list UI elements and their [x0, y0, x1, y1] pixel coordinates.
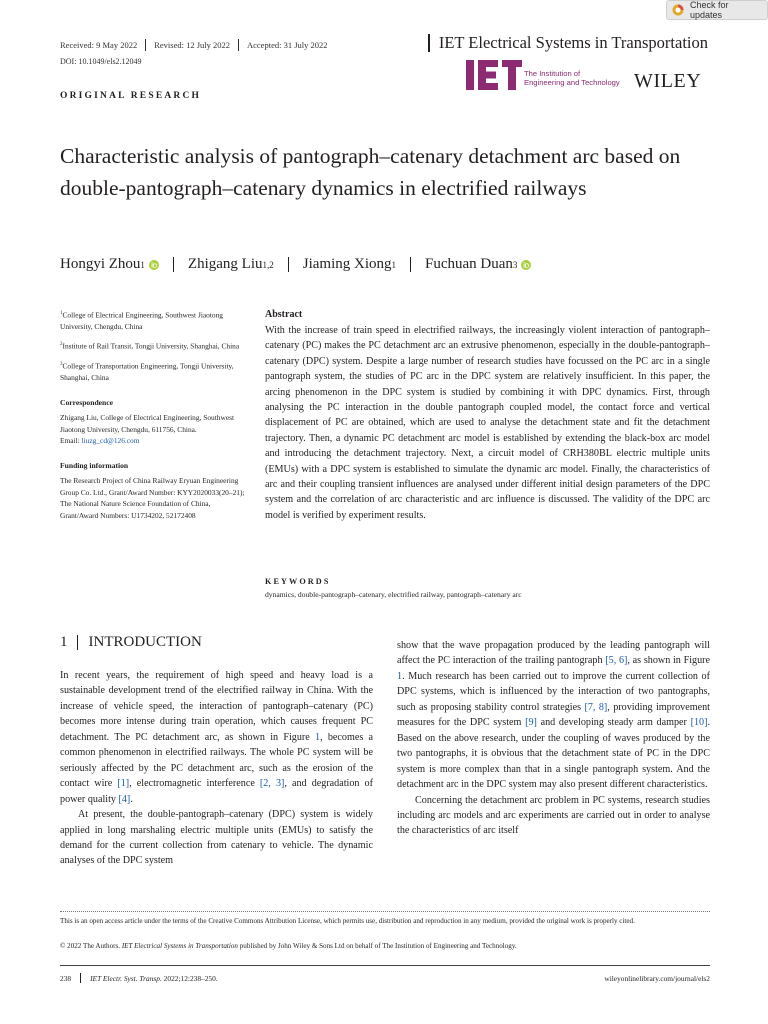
citation-link[interactable]: [9] — [525, 717, 537, 729]
footer-rule — [60, 965, 710, 966]
author-separator — [173, 257, 174, 272]
citation-link[interactable]: [1] — [117, 778, 130, 790]
footer-citation: IET Electr. Syst. Transp. 2022;12:238–250. — [90, 973, 218, 983]
check-for-updates-label: Check for updates — [690, 0, 729, 20]
funding-heading: Funding information — [60, 460, 129, 470]
abstract-text: With the increase of train speed in electrified railways, the increasingly violent interaction of pantograph–catenary (PC) makes the PC detachment arc an extrusive phenomenon, especially in the double-pantograph–catenary (DPC) system. Despite a large number of research studies have focussed on the PC arc in a single pantograph system, the studies of PC arc in the DPC system are relatively insufficient. In this paper, the arcing phenomenon in the DPC system is studied by combining it with DPC dynamics. First, through analysing the PC interaction in the double pantograph coupled model, the contact force and vertical displacement of PC are obtained, which are used to analyse the detachment state and fit the detachment trajectory. Then, a dynamic PC detachment arc model is established by extending the black-box arc model and introducing the detachment trajectory. Next, a circuit model of CRH380BL electric multiple units (EMUs) with a DPC system is established to simulate the dynamic arc model. Finally, the characteristics of arc and their coupling transient influences are analysed under different initial design parameters of the DPC system and the correlation of arc characteristic and arc influence is discussed. The validity of the DPC arc model is verified by experiment results. — [265, 325, 710, 521]
citation-link[interactable]: [2, 3] — [259, 778, 285, 790]
affiliation: $^2$Institute of Rail Transit, Tongji University, Shanghai, China — [60, 341, 240, 351]
citation-link[interactable]: [7, 8] — [584, 701, 608, 713]
body-column-right — [397, 638, 710, 839]
author-separator — [288, 257, 289, 272]
affiliation: $^3$College of Transportation Engineering, Tongji University, Shanghai, China — [60, 361, 234, 383]
correspondence-heading: Correspondence — [60, 397, 114, 407]
check-for-updates-button[interactable] — [666, 0, 768, 20]
paragraph: Concerning the detachment arc problem in PC systems, research studies including arc models and arc experiments are carried out in order to analyse the characteristics of arc itself — [397, 794, 710, 837]
page-footer — [60, 973, 710, 983]
paragraph: In recent years, the requirement of high speed and heavy load is a sustainable development trend of the electrified railway in China. With the increase of vehicle speed, the interaction of pantograph–catenary (PC) becomes more intense during train operation, which causes frequent PC detachment. The PC detachment arc, as shown in Figure 1, becomes a common phenomenon in electrified railways. The whole PC system will be seriously affected by the PC detachment arc, such as the erosion of the contact wire [1], electromagnetic interference [2, 3], and degradation of power quality [4]. — [60, 670, 373, 805]
author-xiong[interactable]: Jiaming Xiong 1 — [302, 256, 396, 272]
wiley-logo: WILEY — [634, 70, 702, 92]
section-heading — [60, 634, 202, 651]
affiliation: $^1$College of Electrical Engineering, Southwest Jiaotong University, Chengdu, China — [60, 310, 224, 331]
email-link[interactable]: liuzg_cd@126.com — [81, 436, 140, 446]
keywords-heading: KEYWORDS — [265, 577, 331, 586]
section-bar — [77, 635, 78, 650]
crossmark-icon — [672, 4, 684, 16]
iet-logo — [466, 60, 522, 90]
citation-link[interactable]: [10] — [690, 717, 708, 729]
keywords-text: dynamics, double-pantograph–catenary, electrified railway, pantograph–catenary arc — [265, 590, 522, 599]
date-separator — [145, 39, 146, 51]
author-zhou[interactable]: Hongyi Zhou 1 — [60, 256, 159, 273]
author-duan[interactable]: Fuchuan Duan 3 — [425, 256, 531, 273]
funding-text: The Research Project of China Railway Eryuan Engineering Group Co. Ltd., Grant/Award Number: KYY2020033(20–21); The National Nature Science Foundation of China, Grant/Award Numbers: U1734202, 52172408 — [60, 476, 245, 520]
citation-link[interactable]: [4] — [118, 793, 131, 805]
journal-name — [428, 33, 708, 53]
article-info-column — [60, 308, 250, 521]
received-date: Received: 9 May 2022 — [60, 40, 138, 50]
author-liu[interactable]: Zhigang Liu 1,2 — [187, 256, 274, 272]
paragraph: At present, the double-pantograph–catenary (DPC) system is widely applied in long marshaling electric multiple units (EMUs) to satisfy the demand for the current collection from catenary to vehicle. The dynamic analyses of the DPC system — [60, 809, 373, 867]
citation-link[interactable]: [5, 6] — [605, 655, 628, 667]
iet-institution-name: The Institution of Engineering and Technology — [524, 69, 620, 87]
copyright-text: © 2022 The Authors. IET Electrical Systems in Transportation published by John Wiley & Sons Ltd on behalf of The Institution of Engineering and Technology. — [60, 942, 517, 950]
figure-link[interactable]: 1 — [397, 670, 403, 682]
footer-bar — [80, 973, 81, 983]
article-title: Characteristic analysis of pantograph–catenary detachment arc based on double-pantograph–catenary dynamics in electrified railways — [60, 144, 681, 200]
article-dates — [60, 39, 328, 51]
paragraph: show that the wave propagation produced by the leading pantograph will affect the PC interaction of the trailing pantograph [5, 6], as shown in Figure 1. Much research has been carried out to improve the current collection of DPC systems, which is influenced by the interaction of two pantographs, such as proposing stability control strategies [7, 8], providing improvement measures for the DPC system [9] and developing steady arm damper [10]. Based on the above research, under the coupling of waves produced by the two pantographs, it is obvious that the detachment state of PC in the DPC system is more complex than that in a single pantograph system. And the detachment arc in the DPC system may also present different characteristics. — [397, 640, 711, 791]
section-number: 1 — [60, 634, 68, 650]
author-list — [60, 256, 531, 273]
figure-link[interactable]: 1 — [315, 731, 321, 743]
correspondence-email: Email: liuzg_cd@126.com — [60, 436, 140, 446]
page-number: 238 — [60, 973, 72, 983]
journal-url[interactable]: wileyonlinelibrary.com/journal/els2 — [604, 973, 710, 983]
section-title: INTRODUCTION — [88, 634, 202, 650]
body-column-left — [60, 668, 373, 869]
doi[interactable]: DOI: 10.1049/els2.12049 — [60, 57, 142, 66]
journal-title: IET Electrical Systems in Transportation — [438, 33, 708, 52]
author-separator — [410, 257, 411, 272]
article-type-label: ORIGINAL RESEARCH — [60, 91, 202, 101]
date-separator — [238, 39, 239, 51]
orcid-icon[interactable] — [521, 260, 531, 270]
revised-date: Revised: 12 July 2022 — [154, 40, 230, 50]
abstract-heading: Abstract — [265, 309, 303, 320]
footnote-rule — [60, 911, 710, 912]
license-text: This is an open access article under the terms of the Creative Commons Attribution License, which permits use, distribution and reproduction in any medium, provided the original work is properly cited. — [60, 917, 635, 925]
correspondence-text: Zhigang Liu, College of Electrical Engineering, Southwest Jiaotong University, Chengdu, 611756, China. — [60, 413, 235, 434]
accepted-date: Accepted: 31 July 2022 — [247, 40, 328, 50]
orcid-icon[interactable] — [149, 260, 159, 270]
journal-bar — [428, 34, 430, 52]
